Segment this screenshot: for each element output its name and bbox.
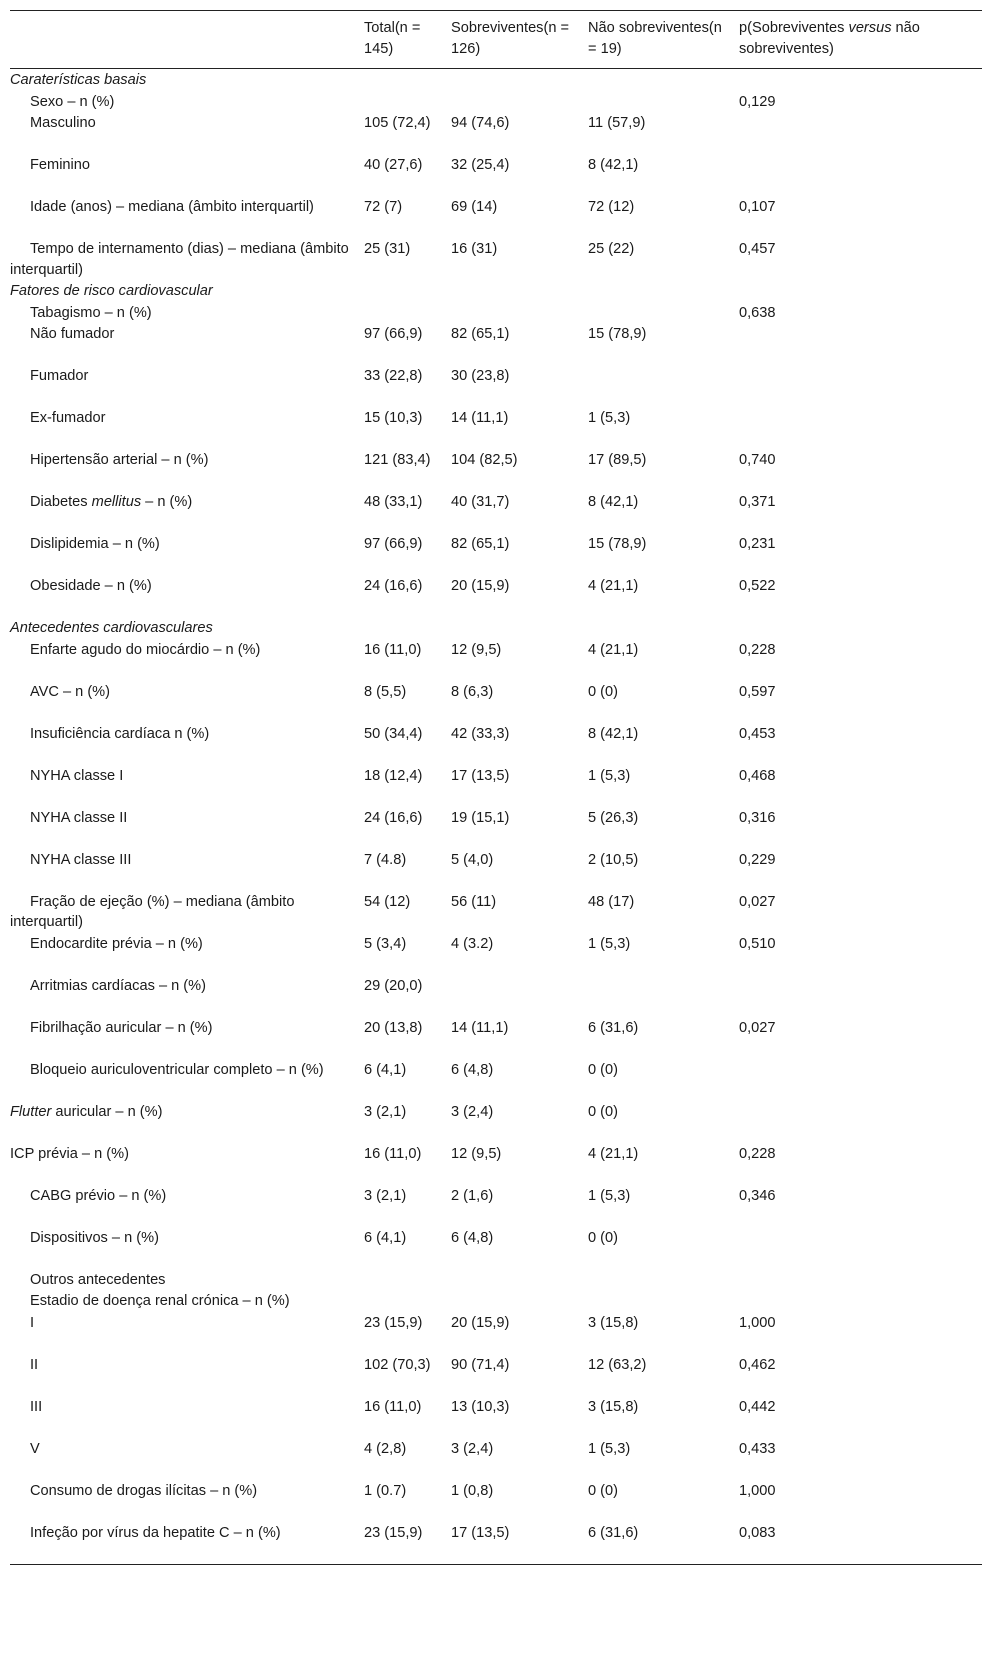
cell-total: 4 (2,8): [364, 1440, 407, 1457]
table-row: [10, 91, 982, 113]
section-row: [10, 280, 982, 302]
cell-survivors: 69 (14): [451, 199, 498, 215]
cell-survivors: 13 (10,3): [451, 1398, 510, 1415]
cell-survivors: 4 (3.2): [451, 935, 494, 952]
table-row: [10, 154, 982, 196]
cell-survivors: 3 (2,4): [451, 1103, 494, 1120]
cell-total: 97 (66,9): [364, 536, 423, 552]
section-heading: Antecedentes cardiovasculares: [10, 620, 213, 636]
cell-p-value: 0,228: [739, 1145, 776, 1162]
cell-non-survivors: 72 (12): [588, 199, 635, 215]
cell-non-survivors: 1 (5,3): [588, 1440, 631, 1457]
row-label: AVC – n (%): [30, 683, 111, 700]
cell-p-value: 0,228: [739, 641, 776, 658]
table-row: [10, 491, 982, 533]
section-heading: Fatores de risco cardiovascular: [10, 283, 213, 299]
cell-p-value: 0,522: [739, 578, 776, 594]
cell-survivors: 32 (25,4): [451, 157, 510, 173]
cell-non-survivors: 6 (31,6): [588, 1019, 639, 1036]
cell-p-value: 0,107: [739, 199, 776, 215]
row-label: Tabagismo – n (%): [30, 304, 152, 321]
cell-p-value: [739, 154, 982, 196]
section-heading: Caraterísticas basais: [10, 72, 147, 88]
row-label: Endocardite prévia – n (%): [30, 935, 203, 952]
cell-survivors: 94 (74,6): [451, 115, 510, 131]
table-row: [10, 1354, 982, 1396]
cell-survivors: [451, 1269, 588, 1291]
cell-total: 20 (13,8): [364, 1019, 423, 1036]
cell-total: 8 (5,5): [364, 683, 407, 700]
cell-total: [364, 91, 451, 113]
table-row: [10, 1227, 982, 1269]
cell-p-value: 1,000: [739, 1482, 776, 1499]
cell-p-value: [739, 1101, 982, 1143]
cell-non-survivors: [588, 1290, 739, 1312]
cell-non-survivors: 1 (5,3): [588, 935, 631, 952]
section-row: [10, 617, 982, 639]
table-row: [10, 933, 982, 975]
cell-non-survivors: 0 (0): [588, 1482, 619, 1499]
cell-survivors: 90 (71,4): [451, 1356, 510, 1373]
row-label: Outros antecedentes: [30, 1271, 166, 1288]
cell-survivors: 14 (11,1): [451, 410, 509, 426]
data-table: [10, 10, 982, 1565]
cell-total: 33 (22,8): [364, 368, 423, 384]
row-label: I: [30, 1314, 35, 1331]
cell-survivors: 17 (13,5): [451, 767, 510, 784]
cell-non-survivors: 1 (5,3): [588, 1187, 631, 1204]
label-italic: mellitus: [91, 494, 142, 510]
cell-non-survivors: 15 (78,9): [588, 326, 647, 342]
table-row: [10, 1396, 982, 1438]
cell-total: 18 (12,4): [364, 767, 423, 784]
cell-total: 72 (7): [364, 199, 403, 215]
cell-total: 40 (27,6): [364, 157, 423, 173]
cell-total: 50 (34,4): [364, 725, 423, 742]
cell-survivors: 16 (31): [451, 241, 498, 257]
row-label: III: [30, 1398, 43, 1415]
cell-non-survivors: 4 (21,1): [588, 578, 639, 594]
cell-p-value: 0,468: [739, 767, 776, 784]
cell-survivors: 20 (15,9): [451, 1314, 510, 1331]
row-label: Dislipidemia – n (%): [30, 536, 160, 552]
table-row: [10, 891, 982, 933]
label-part: Diabetes: [30, 494, 92, 510]
cell-non-survivors: 3 (15,8): [588, 1314, 639, 1331]
header-row: [10, 11, 982, 69]
cell-non-survivors: [588, 302, 739, 324]
row-label: [10, 491, 364, 533]
cell-p-value: [739, 112, 982, 154]
cell-survivors: 8 (6,3): [451, 683, 494, 700]
row-label: NYHA classe I: [30, 767, 124, 784]
cell-survivors: 19 (15,1): [451, 809, 510, 826]
cell-total: 97 (66,9): [364, 326, 423, 342]
cell-p-value: [739, 1269, 982, 1291]
cell-p-value: 0,229: [739, 851, 776, 868]
cell-p-value: 0,371: [739, 494, 776, 510]
cell-total: 16 (11,0): [364, 641, 422, 658]
table-row: [10, 723, 982, 765]
cell-total: 23 (15,9): [364, 1524, 423, 1541]
cell-survivors: 6 (4,8): [451, 1229, 494, 1246]
cell-p-value: 0,346: [739, 1187, 776, 1204]
cell-survivors: [451, 975, 588, 1017]
header-cell-non-survivors: Não sobreviventes(n = 19): [588, 20, 722, 57]
cell-survivors: 6 (4,8): [451, 1061, 494, 1078]
row-label: Tempo de internamento (dias) – mediana (âmbito interquartil): [10, 241, 349, 278]
cell-survivors: 42 (33,3): [451, 725, 510, 742]
cell-survivors: 82 (65,1): [451, 326, 510, 342]
table-row: [10, 449, 982, 491]
cell-survivors: 20 (15,9): [451, 578, 510, 594]
cell-p-value: 0,027: [739, 1019, 776, 1036]
cell-total: 6 (4,1): [364, 1061, 407, 1078]
row-label: II: [30, 1356, 39, 1373]
cell-non-survivors: 15 (78,9): [588, 536, 647, 552]
cell-survivors: 2 (1,6): [451, 1187, 494, 1204]
row-label: Bloqueio auriculoventricular completo – n (%): [30, 1061, 324, 1078]
header-p-before: p(Sobreviventes: [739, 20, 849, 36]
cell-p-value: [739, 407, 982, 449]
cell-survivors: 12 (9,5): [451, 1145, 502, 1162]
cell-p-value: 0,740: [739, 452, 776, 468]
row-label: Obesidade – n (%): [30, 578, 152, 594]
cell-total: 1 (0.7): [364, 1482, 407, 1499]
row-label: Consumo de drogas ilícitas – n (%): [30, 1482, 258, 1499]
row-label: ICP prévia – n (%): [10, 1145, 129, 1162]
cell-total: 24 (16,6): [364, 578, 423, 594]
row-label: Fumador: [30, 368, 89, 384]
header-cell-label: [10, 11, 364, 69]
cell-p-value: [739, 1290, 982, 1312]
row-label: Estadio de doença renal crónica – n (%): [30, 1293, 290, 1309]
table-row: [10, 1312, 982, 1354]
cell-total: 25 (31): [364, 241, 411, 257]
label-italic: Flutter: [10, 1103, 52, 1120]
cell-p-value: 1,000: [739, 1314, 776, 1331]
cell-non-survivors: 5 (26,3): [588, 809, 639, 826]
row-label: Fibrilhação auricular – n (%): [30, 1019, 213, 1036]
table-row: [10, 238, 982, 280]
table-row: [10, 849, 982, 891]
row-label: Enfarte agudo do miocárdio – n (%): [30, 641, 261, 658]
table-header: [10, 11, 982, 69]
header-cell-survivors: Sobreviventes(n = 126): [451, 20, 570, 57]
cell-survivors: [451, 1290, 588, 1312]
label-part: auricular – n (%): [51, 1103, 163, 1120]
table-row: [10, 196, 982, 238]
cell-non-survivors: [588, 91, 739, 113]
table-row: [10, 639, 982, 681]
header-p-em: versus: [848, 20, 892, 36]
cell-total: 6 (4,1): [364, 1229, 407, 1246]
cell-survivors: 30 (23,8): [451, 368, 510, 384]
cell-survivors: 14 (11,1): [451, 1019, 509, 1036]
cell-total: 3 (2,1): [364, 1187, 407, 1204]
row-label: Idade (anos) – mediana (âmbito interquartil): [30, 199, 314, 215]
row-label: V: [30, 1440, 40, 1457]
table-row: [10, 1185, 982, 1227]
cell-total: 102 (70,3): [364, 1356, 431, 1373]
cell-total: 24 (16,6): [364, 809, 423, 826]
header-p-after: não sobreviventes): [739, 20, 920, 57]
table-row: [10, 807, 982, 849]
cell-p-value: 0,597: [739, 683, 776, 700]
header-cell-total: Total(n = 145): [364, 20, 421, 57]
cell-survivors: [451, 91, 588, 113]
table-row: [10, 1522, 982, 1565]
cell-total: [364, 1290, 451, 1312]
table-body: [10, 69, 982, 1565]
cell-p-value: 0,129: [739, 93, 776, 110]
cell-p-value: [739, 323, 982, 365]
table-row: [10, 1269, 982, 1291]
cell-total: 16 (11,0): [364, 1145, 422, 1162]
row-label: Feminino: [30, 157, 91, 173]
cell-non-survivors: 8 (42,1): [588, 494, 639, 510]
table-row: [10, 681, 982, 723]
cell-non-survivors: [588, 365, 739, 407]
cell-non-survivors: 0 (0): [588, 1061, 619, 1078]
row-label: Não fumador: [30, 326, 115, 342]
row-label: Infeção por vírus da hepatite C – n (%): [30, 1524, 281, 1541]
cell-non-survivors: 0 (0): [588, 1103, 619, 1120]
row-label: Fração de ejeção (%) – mediana (âmbito interquartil): [10, 893, 295, 930]
table-row: [10, 1290, 982, 1312]
cell-p-value: 0,462: [739, 1356, 776, 1373]
cell-non-survivors: 25 (22): [588, 241, 635, 257]
cell-p-value: 0,442: [739, 1398, 776, 1415]
table-row: [10, 1017, 982, 1059]
cell-p-value: [739, 1059, 982, 1101]
table-row: [10, 407, 982, 449]
cell-non-survivors: 0 (0): [588, 683, 619, 700]
cell-p-value: 0,231: [739, 536, 776, 552]
table-container: [10, 10, 982, 1565]
cell-survivors: [451, 302, 588, 324]
cell-survivors: 56 (11): [451, 893, 497, 910]
cell-p-value: 0,433: [739, 1440, 776, 1457]
cell-survivors: 3 (2,4): [451, 1440, 494, 1457]
table-row: [10, 533, 982, 575]
cell-non-survivors: [588, 1269, 739, 1291]
row-label: Sexo – n (%): [30, 93, 115, 110]
cell-non-survivors: 12 (63,2): [588, 1356, 647, 1373]
cell-survivors: 40 (31,7): [451, 494, 510, 510]
table-row: [10, 765, 982, 807]
cell-non-survivors: 4 (21,1): [588, 641, 639, 658]
cell-non-survivors: 1 (5,3): [588, 410, 631, 426]
row-label: CABG prévio – n (%): [30, 1187, 167, 1204]
cell-non-survivors: 48 (17): [588, 893, 635, 910]
cell-total: [364, 302, 451, 324]
cell-total: 3 (2,1): [364, 1103, 407, 1120]
cell-non-survivors: 17 (89,5): [588, 452, 647, 468]
cell-total: 54 (12): [364, 893, 411, 910]
cell-p-value: [739, 1227, 982, 1269]
cell-total: 105 (72,4): [364, 115, 431, 131]
table-row: [10, 1438, 982, 1480]
table-row: [10, 365, 982, 407]
cell-total: 5 (3,4): [364, 935, 407, 952]
cell-p-value: 0,510: [739, 935, 776, 952]
table-row: [10, 302, 982, 324]
row-label: [10, 1101, 364, 1143]
table-row: [10, 975, 982, 1017]
section-row: [10, 69, 982, 91]
cell-non-survivors: 11 (57,9): [588, 115, 646, 131]
cell-total: 23 (15,9): [364, 1314, 423, 1331]
cell-total: [364, 1269, 451, 1291]
cell-survivors: 82 (65,1): [451, 536, 510, 552]
cell-total: 7 (4.8): [364, 851, 407, 868]
cell-non-survivors: 6 (31,6): [588, 1524, 639, 1541]
row-label: Arritmias cardíacas – n (%): [30, 977, 206, 994]
cell-survivors: 12 (9,5): [451, 641, 502, 658]
cell-non-survivors: 8 (42,1): [588, 725, 639, 742]
cell-survivors: 17 (13,5): [451, 1524, 510, 1541]
table-row: [10, 1101, 982, 1143]
label-part: – n (%): [141, 494, 193, 510]
cell-total: 16 (11,0): [364, 1398, 422, 1415]
cell-total: 29 (20,0): [364, 977, 423, 994]
cell-non-survivors: 0 (0): [588, 1229, 619, 1246]
cell-non-survivors: 3 (15,8): [588, 1398, 639, 1415]
table-row: [10, 323, 982, 365]
cell-p-value: 0,316: [739, 809, 776, 826]
row-label: Dispositivos – n (%): [30, 1229, 159, 1246]
cell-non-survivors: [588, 975, 739, 1017]
cell-p-value: [739, 365, 982, 407]
cell-survivors: 5 (4,0): [451, 851, 494, 868]
cell-p-value: 0,638: [739, 304, 776, 321]
cell-p-value: 0,453: [739, 725, 776, 742]
header-cell-p-value: [739, 11, 982, 69]
table-row: [10, 1059, 982, 1101]
row-label: Masculino: [30, 115, 96, 131]
row-label: NYHA classe II: [30, 809, 128, 826]
table-row: [10, 1143, 982, 1185]
table-row: [10, 1480, 982, 1522]
cell-non-survivors: 8 (42,1): [588, 157, 639, 173]
cell-total: 121 (83,4): [364, 452, 431, 468]
table-row: [10, 112, 982, 154]
cell-p-value: 0,027: [739, 893, 776, 910]
row-label: Ex-fumador: [30, 410, 106, 426]
cell-p-value: [739, 975, 982, 1017]
row-label: Insuficiência cardíaca n (%): [30, 725, 210, 742]
cell-non-survivors: 1 (5,3): [588, 767, 631, 784]
cell-non-survivors: 4 (21,1): [588, 1145, 639, 1162]
table-row: [10, 575, 982, 617]
cell-non-survivors: 2 (10,5): [588, 851, 639, 868]
cell-survivors: 1 (0,8): [451, 1482, 494, 1499]
row-label: NYHA classe III: [30, 851, 132, 868]
row-label: Hipertensão arterial – n (%): [30, 452, 209, 468]
cell-p-value: 0,083: [739, 1524, 776, 1541]
cell-total: 48 (33,1): [364, 494, 423, 510]
cell-p-value: 0,457: [739, 241, 776, 257]
cell-total: 15 (10,3): [364, 410, 423, 426]
cell-survivors: 104 (82,5): [451, 452, 518, 468]
